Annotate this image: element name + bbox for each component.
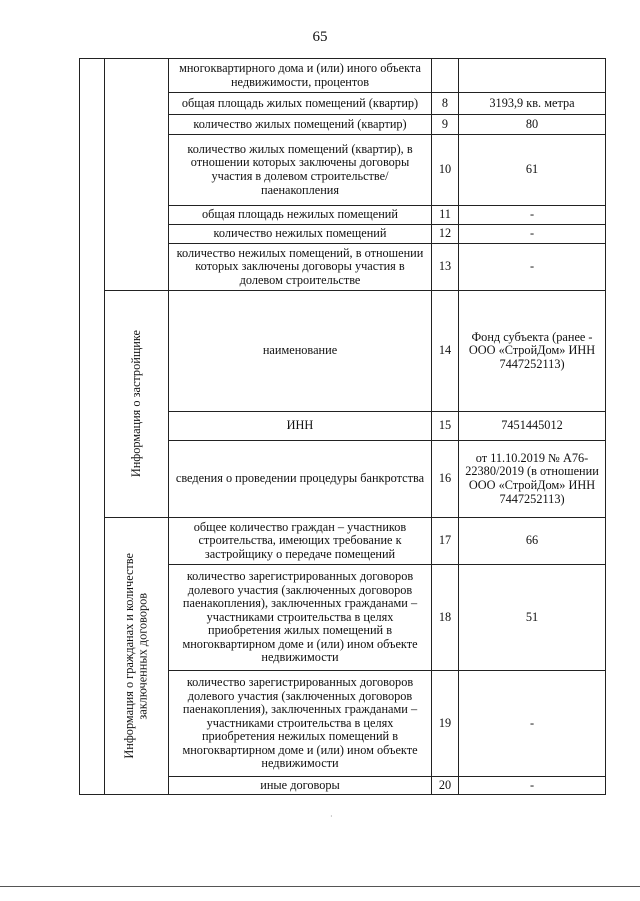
row-label: сведения о проведении процедуры банкротства [169,441,432,518]
table-row [80,59,606,93]
row-label: количество зарегистрированных договоров долевого участия (заключенных договоров паенакопления), заключенных гражданами – участниками строительства в целях приобретения жилых помещений в многоквартирном доме и (или) ином объекте недвижимости [169,565,432,671]
row-value: - [459,225,606,244]
row-number: 10 [432,135,459,206]
row-value: 51 [459,565,606,671]
outer-margin-cell [80,59,105,795]
row-number: 9 [432,115,459,135]
section-citizens [105,518,169,795]
row-label: общая площадь нежилых помещений [169,206,432,225]
row-label: многоквартирного дома и (или) иного объекта недвижимости, процентов [169,59,432,93]
table-row [80,291,606,412]
row-label: количество нежилых помещений [169,225,432,244]
scan-edge-line [0,886,640,887]
section-developer [105,291,169,518]
row-number: 17 [432,518,459,565]
row-number: 16 [432,441,459,518]
row-number: 13 [432,244,459,291]
row-label: количество жилых помещений (квартир) [169,115,432,135]
row-value: - [459,671,606,777]
row-label: общая площадь жилых помещений (квартир) [169,93,432,115]
row-label: количество зарегистрированных договоров долевого участия (заключенных договоров паенакопления), заключенных гражданами – участниками строительства в целях приобретения нежилых помещений в многоквартирном доме и (или) ином объекте недвижимости [169,671,432,777]
row-label: количество нежилых помещений, в отношении которых заключены договоры участия в долевом строительстве [169,244,432,291]
continued-section-cell [105,59,169,291]
table-row [80,518,606,565]
row-number: 11 [432,206,459,225]
scan-dot: · [330,812,333,821]
row-value: 61 [459,135,606,206]
row-label: ИНН [169,412,432,441]
row-label: количество жилых помещений (квартир), в отношении которых заключены договоры участия в долевом строительстве/паенакопления [169,135,432,206]
section-citizens-line2: заключенных договоров [135,592,150,720]
row-value [459,59,606,93]
row-label: общее количество граждан – участников строительства, имеющих требование к застройщику о передаче помещений [169,518,432,565]
row-number: 14 [432,291,459,412]
row-number: 12 [432,225,459,244]
section-citizens-line1: Информация о гражданах и количестве [121,553,136,759]
row-number: 20 [432,777,459,795]
page-number: 65 [312,29,328,45]
project-info-table [79,58,606,795]
row-number: 8 [432,93,459,115]
row-value: - [459,206,606,225]
row-value: 66 [459,518,606,565]
row-number: 18 [432,565,459,671]
row-number: 15 [432,412,459,441]
row-value: - [459,244,606,291]
row-number [432,59,459,93]
row-value: 80 [459,115,606,135]
row-value: 3193,9 кв. метра [459,93,606,115]
row-value: - [459,777,606,795]
row-number: 19 [432,671,459,777]
row-label: наименование [169,291,432,412]
section-citizens-label [123,553,150,759]
row-value: Фонд субъекта (ранее - ООО «СтройДом» ИНН 7447252113) [459,291,606,412]
row-label: иные договоры [169,777,432,795]
row-value: от 11.10.2019 № А76-22380/2019 (в отношении ООО «СтройДом» ИНН 7447252113) [459,441,606,518]
section-developer-label: Информация о застройщике [128,330,143,478]
row-value: 7451445012 [459,412,606,441]
